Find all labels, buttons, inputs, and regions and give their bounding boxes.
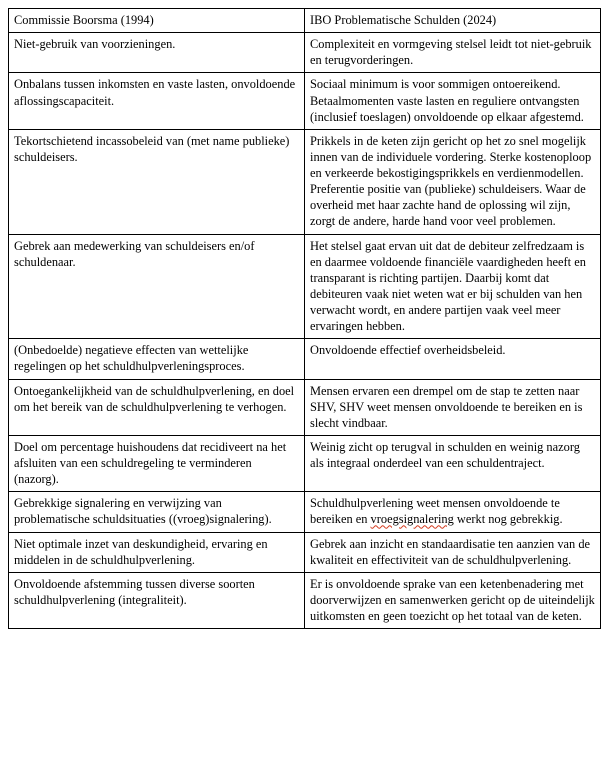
column-header-ibo: IBO Problematische Schulden (2024) — [305, 9, 601, 33]
cell-boorsma: Doel om percentage huishoudens dat recidiveert na het afsluiten van een schuldregeling te verminderen (nazorg). — [9, 435, 305, 491]
table-row — [9, 379, 601, 435]
cell-ibo: Weinig zicht op terugval in schulden en weinig nazorg als integraal onderdeel van een schuldentraject. — [305, 435, 601, 491]
table-row — [9, 73, 601, 129]
cell-boorsma: Gebrek aan medewerking van schuldeisers en/of schuldenaar. — [9, 234, 305, 339]
table-row — [9, 532, 601, 572]
table-row — [9, 234, 601, 339]
cell-ibo: Het stelsel gaat ervan uit dat de debiteur zelfredzaam is en daarmee voldoende financiële vaardigheden heeft en transparant is richting partijen. Daarbij komt dat debiteuren vaak niet weten wat er bij schulden van hen verwacht wordt, en andere partijen vaak veel meer ervaringen hebben. — [305, 234, 601, 339]
cell-ibo: Onvoldoende effectief overheidsbeleid. — [305, 339, 601, 379]
cell-boorsma: Ontoegankelijkheid van de schuldhulpverlening, en doel om het bereik van de schuldhulpverlening te verhogen. — [9, 379, 305, 435]
table-row — [9, 435, 601, 491]
cell-boorsma: Onvoldoende afstemming tussen diverse soorten schuldhulpverlening (integraliteit). — [9, 572, 305, 628]
cell-boorsma: Onbalans tussen inkomsten en vaste lasten, onvoldoende aflossingscapaciteit. — [9, 73, 305, 129]
table-row — [9, 492, 601, 532]
cell-boorsma: Niet-gebruik van voorzieningen. — [9, 33, 305, 73]
cell-ibo: Er is onvoldoende sprake van een ketenbenadering met doorverwijzen en samenwerken gericht op de uiteindelijk uitkomsten en geen toezicht op het totaal van de keten. — [305, 572, 601, 628]
cell-ibo: Mensen ervaren een drempel om de stap te zetten naar SHV, SHV weet mensen onvoldoende te bereiken en is slecht vindbaar. — [305, 379, 601, 435]
cell-boorsma: Tekortschietend incassobeleid van (met name publieke) schuldeisers. — [9, 129, 305, 234]
cell-ibo: Sociaal minimum is voor sommigen ontoereikend. Betaalmomenten vaste lasten en reguliere ontvangsten (inclusief toeslagen) onvoldoende op elkaar afgestemd. — [305, 73, 601, 129]
comparison-table — [8, 8, 601, 629]
cell-ibo: Prikkels in de keten zijn gericht op het zo snel mogelijk innen van de individuele vordering. Sterke kostenoploop en verkeerde bekostigingsprikkels en verdienmodellen. Preferentie positie van (publieke) schuldeisers. Waar de overheid met haar zachte hand de oplossing wil zijn, zorgt de andere, harde hand voor veel problemen. — [305, 129, 601, 234]
spellcheck-underlined-word: vroegsignalering — [370, 512, 454, 527]
cell-ibo: Schuldhulpverlening weet mensen onvoldoende te bereiken en vroegsignalering werkt nog gebrekkig. — [305, 492, 601, 532]
cell-boorsma: Niet optimale inzet van deskundigheid, ervaring en middelen in de schuldhulpverlening. — [9, 532, 305, 572]
table-row — [9, 572, 601, 628]
cell-boorsma: (Onbedoelde) negatieve effecten van wettelijke regelingen op het schuldhulpverleningsproces. — [9, 339, 305, 379]
table-row — [9, 33, 601, 73]
table-row — [9, 129, 601, 234]
cell-ibo: Complexiteit en vormgeving stelsel leidt tot niet-gebruik en terugvorderingen. — [305, 33, 601, 73]
table-header — [9, 9, 601, 33]
table-row — [9, 339, 601, 379]
cell-ibo: Gebrek aan inzicht en standaardisatie ten aanzien van de kwaliteit en effectiviteit van de schuldhulpverlening. — [305, 532, 601, 572]
cell-boorsma: Gebrekkige signalering en verwijzing van problematische schuldsituaties ((vroeg)signalering). — [9, 492, 305, 532]
table-header-row — [9, 9, 601, 33]
column-header-boorsma: Commissie Boorsma (1994) — [9, 9, 305, 33]
table-body — [9, 33, 601, 629]
